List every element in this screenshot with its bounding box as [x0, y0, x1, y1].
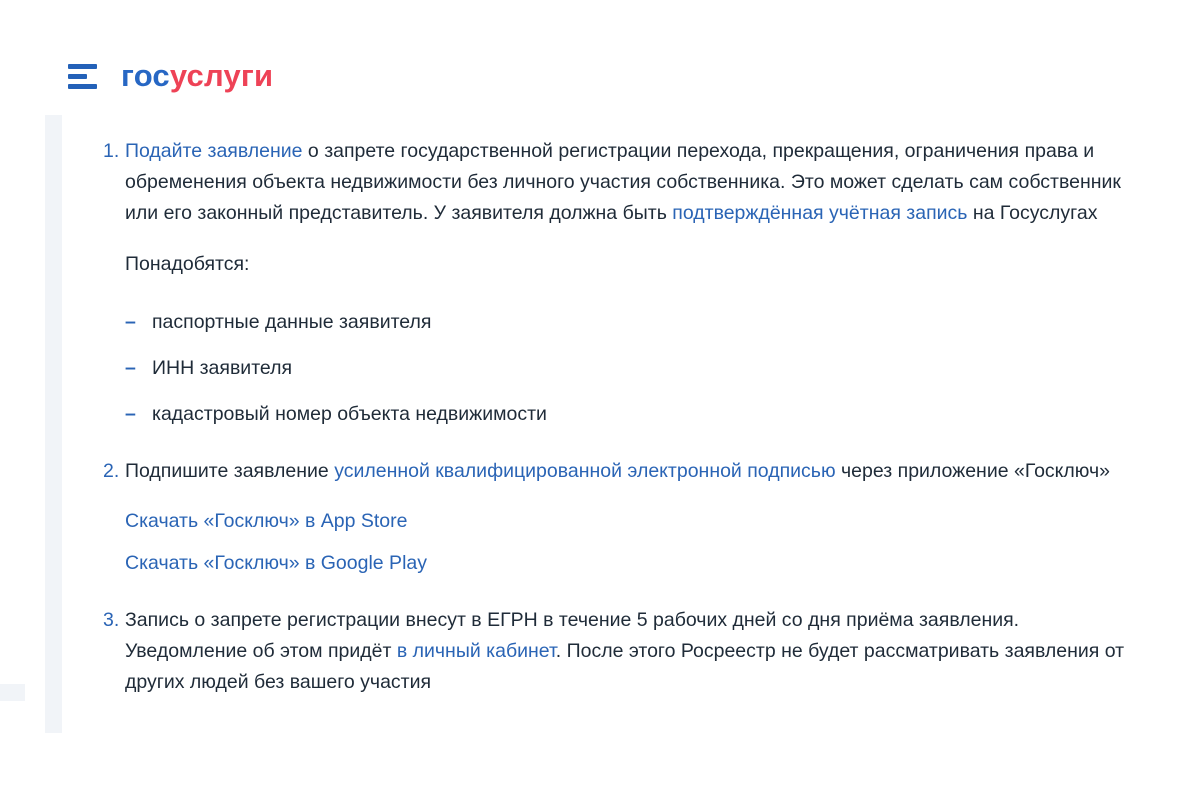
- list-item-3: [103, 605, 1125, 698]
- verified-account-link[interactable]: подтверждённая учётная запись: [672, 202, 968, 224]
- edge-strip-small: [0, 684, 25, 701]
- item2-paragraph: [125, 456, 1125, 487]
- dash-marker: –: [125, 403, 136, 425]
- logo-text-blue: гос: [121, 58, 170, 93]
- instructions-list: [103, 136, 1125, 698]
- qualified-signature-link[interactable]: усиленной квалифицированной электронной подписью: [334, 460, 836, 482]
- logo-text-red: услуги: [169, 58, 274, 93]
- needed-label: Понадобятся:: [125, 253, 250, 275]
- goskluch-googleplay-link[interactable]: Скачать «Госключ» в Google Play: [125, 552, 427, 574]
- needed-item-cadastral: кадастровый номер объекта недвижимости: [152, 403, 547, 425]
- list-item: [125, 307, 1125, 338]
- list-item: [125, 399, 1125, 430]
- list-item-number: 2.: [103, 460, 120, 482]
- item3-text-2: . После этого Росреестр не будет рассматривать заявления от других людей без вашего участия: [125, 640, 1125, 693]
- needed-item-inn: ИНН заявителя: [152, 357, 293, 379]
- list-item: [125, 353, 1125, 384]
- list-item-number: 1.: [103, 140, 120, 162]
- list-item-2: [103, 456, 1125, 579]
- needed-items-list: [125, 307, 1125, 430]
- submit-application-link[interactable]: Подайте заявление: [125, 140, 303, 162]
- item2-text-1: Подпишите заявление: [125, 460, 335, 482]
- item1-paragraph: [125, 136, 1125, 229]
- hamburger-icon[interactable]: [68, 61, 97, 91]
- item1-text-2: на Госуслугах: [967, 202, 1098, 224]
- site-header: [68, 58, 273, 94]
- goskluch-appstore-link[interactable]: Скачать «Госключ» в App Store: [125, 510, 408, 532]
- edge-strip-vertical: [45, 115, 62, 733]
- needed-item-passport: паспортные данные заявителя: [152, 311, 432, 333]
- list-item-1: [103, 136, 1125, 430]
- item3-text-1: Запись о запрете регистрации внесут в ЕГРН в течение 5 рабочих дней со дня приёма заявления. Уведомление об этом придёт: [125, 609, 1020, 662]
- personal-account-link[interactable]: в личный кабинет: [396, 640, 556, 662]
- gosuslugi-logo[interactable]: [121, 58, 273, 94]
- item3-paragraph: [125, 605, 1125, 698]
- item1-text-1: о запрете государственной регистрации перехода, прекращения, ограничения права и обременения объекта недвижимости без личного участия собственника. Это может сделать сам собственник или его законный представитель. У заявителя должна быть: [125, 140, 1121, 224]
- dash-marker: –: [125, 357, 136, 379]
- item2-text-2: через приложение «Госключ»: [835, 460, 1110, 482]
- dash-marker: –: [125, 311, 136, 333]
- list-item-number: 3.: [103, 609, 120, 631]
